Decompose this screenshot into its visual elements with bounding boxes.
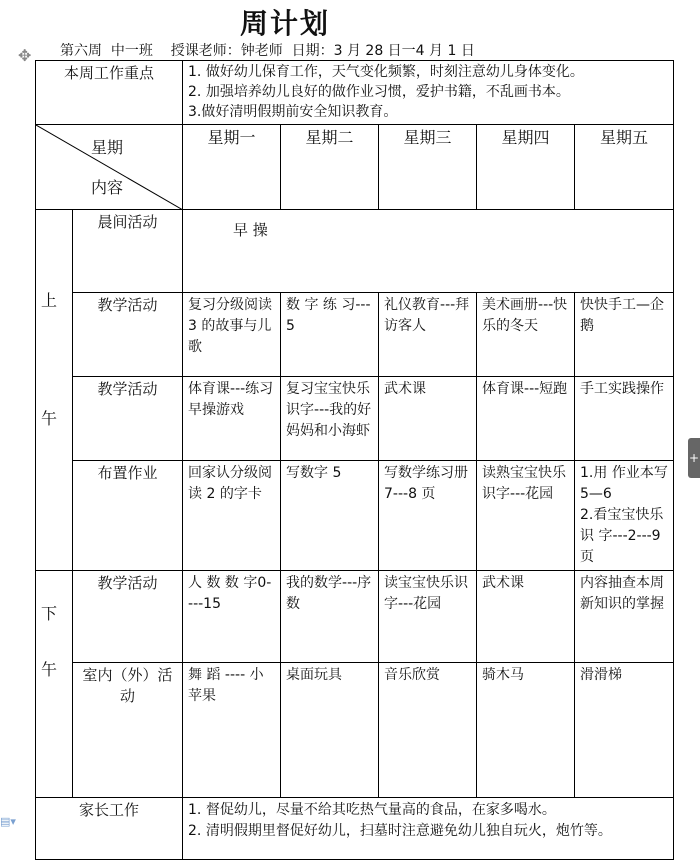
table-cell: 骑木马 (477, 663, 575, 798)
class-info: 第六周 中一班 授课老师：钟老师 日期：3 月 28 日一4 月 1 日 (60, 43, 475, 59)
table-cell: 写数字 5 (281, 461, 379, 571)
parents-work-content (183, 798, 674, 860)
key-points-content (183, 61, 674, 125)
morning-exercise: 早 操 (233, 221, 268, 239)
page-title: 周计划 (239, 7, 330, 40)
table-cell: 体育课---练习早操游戏 (183, 377, 281, 461)
table-cell: 手工实践操作 (575, 377, 674, 461)
period-char: 上 (41, 291, 58, 310)
row-label: 教学活动 (73, 571, 183, 663)
weekly-plan-table (35, 60, 674, 860)
day-header: 星期五 (575, 125, 674, 210)
add-row-tab-icon[interactable]: + (688, 438, 700, 478)
content-axis-label: 内容 (91, 178, 124, 197)
table-cell: 桌面玩具 (281, 663, 379, 798)
day-header: 星期二 (281, 125, 379, 210)
key-point-item: 2. 加强培养幼儿良好的做作业习惯，爱护书籍，不乱画书本。 (188, 84, 570, 100)
table-cell: 武术课 (379, 377, 477, 461)
table-cell: 体育课---短跑 (477, 377, 575, 461)
table-cell: 回家认分级阅读 2 的字卡 (183, 461, 281, 571)
header-diagonal-cell (36, 125, 183, 210)
table-cell: 读宝宝快乐识字---花园 (379, 571, 477, 663)
row-label: 晨间活动 (73, 210, 183, 293)
table-cell: 武术课 (477, 571, 575, 663)
table-cell: 美术画册---快乐的冬天 (477, 293, 575, 377)
table-cell: 礼仪教育---拜访客人 (379, 293, 477, 377)
table-cell: 音乐欣赏 (379, 663, 477, 798)
period-char: 午 (41, 660, 58, 679)
row-label: 教学活动 (73, 377, 183, 461)
table-cell: 舞 蹈 ---- 小苹果 (183, 663, 281, 798)
day-header: 星期三 (379, 125, 477, 210)
table-move-handle-icon[interactable]: ✥ (18, 46, 32, 65)
morning-activity-content (183, 210, 674, 293)
key-points-label: 本周工作重点 (36, 61, 183, 125)
weekday-axis-label: 星期 (91, 138, 124, 157)
row-label: 布置作业 (73, 461, 183, 571)
table-cell: 复习分级阅读 3 的故事与儿歌 (183, 293, 281, 377)
parents-work-label: 家长工作 (36, 798, 183, 860)
table-cell: 滑滑梯 (575, 663, 674, 798)
table-cell: 数 字 练 习---5 (281, 293, 379, 377)
parents-item: 2. 清明假期里督促好幼儿，扫墓时注意避免幼儿独自玩火，炮竹等。 (188, 823, 612, 839)
table-cell: 读熟宝宝快乐识字---花园 (477, 461, 575, 571)
key-point-item: 1. 做好幼儿保育工作，天气变化频繁，时刻注意幼儿身体变化。 (188, 64, 584, 80)
table-cell: 我的数学---序数 (281, 571, 379, 663)
table-cell: 人 数 数 字0----15 (183, 571, 281, 663)
table-cell: 内容抽查本周新知识的掌握 (575, 571, 674, 663)
table-cell: 复习宝宝快乐识字---我的好妈妈和小海虾 (281, 377, 379, 461)
table-cell: 快快手工—企鹅 (575, 293, 674, 377)
row-label: 室内（外）活动 (73, 663, 183, 798)
parents-item: 1. 督促幼儿，尽量不给其吃热气量高的食品，在家多喝水。 (188, 802, 556, 818)
key-point-item: 3.做好清明假期前安全知识教育。 (188, 104, 398, 120)
day-header: 星期一 (183, 125, 281, 210)
morning-period-label (36, 210, 73, 571)
afternoon-period-label (36, 571, 73, 798)
period-char: 下 (41, 604, 58, 623)
period-char: 午 (41, 409, 58, 428)
row-label: 教学活动 (73, 293, 183, 377)
paragraph-marker-icon[interactable]: ▤▾ (0, 815, 16, 828)
table-cell: 1.用 作业本写 5—6 2.看宝宝快乐 识 字---2---9 页 (575, 461, 674, 571)
day-header: 星期四 (477, 125, 575, 210)
table-cell: 写数学练习册 7---8 页 (379, 461, 477, 571)
